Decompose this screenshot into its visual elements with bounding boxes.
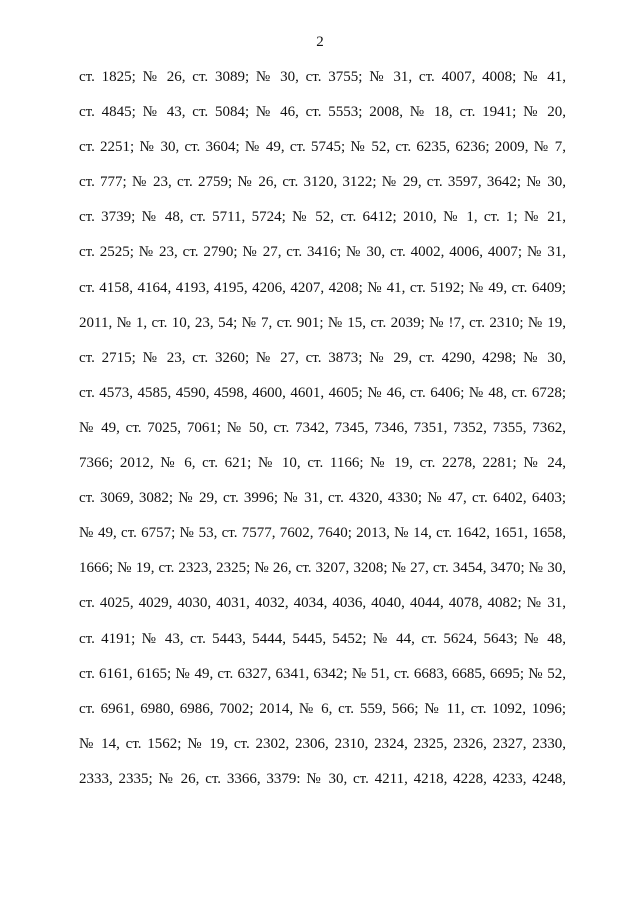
text-line: 1666; № 19, ст. 2323, 2325; № 26, ст. 3207, 3208; № 27, ст. 3454, 3470; № 30, bbox=[79, 560, 566, 577]
text-line: № 49, ст. 7025, 7061; № 50, ст. 7342, 7345, 7346, 7351, 7352, 7355, 7362, bbox=[79, 419, 566, 436]
text-line: ст. 2525; № 23, ст. 2790; № 27, ст. 3416; № 30, ст. 4002, 4006, 4007; № 31, bbox=[79, 244, 566, 261]
text-line: ст. 6961, 6980, 6986, 7002; 2014, № 6, ст. 559, 566; № 11, ст. 1092, 1096; bbox=[79, 700, 566, 717]
text-line: ст. 2251; № 30, ст. 3604; № 49, ст. 5745; № 52, ст. 6235, 6236; 2009, № 7, bbox=[79, 139, 566, 156]
text-line: № 49, ст. 6757; № 53, ст. 7577, 7602, 7640; 2013, № 14, ст. 1642, 1651, 1658, bbox=[79, 525, 566, 542]
text-line: ст. 2715; № 23, ст. 3260; № 27, ст. 3873; № 29, ст. 4290, 4298; № 30, bbox=[79, 349, 566, 366]
text-line: ст. 4573, 4585, 4590, 4598, 4600, 4601, 4605; № 46, ст. 6406; № 48, ст. 6728; bbox=[79, 384, 566, 401]
text-line: ст. 3739; № 48, ст. 5711, 5724; № 52, ст. 6412; 2010, № 1, ст. 1; № 21, bbox=[79, 209, 566, 226]
text-line: ст. 777; № 23, ст. 2759; № 26, ст. 3120, 3122; № 29, ст. 3597, 3642; № 30, bbox=[79, 174, 566, 191]
text-line: 7366; 2012, № 6, ст. 621; № 10, ст. 1166; № 19, ст. 2278, 2281; № 24, bbox=[79, 455, 566, 472]
text-line: 2333, 2335; № 26, ст. 3366, 3379: № 30, ст. 4211, 4218, 4228, 4233, 4248, bbox=[79, 770, 566, 787]
text-line: ст. 6161, 6165; № 49, ст. 6327, 6341, 6342; № 51, ст. 6683, 6685, 6695; № 52, bbox=[79, 665, 566, 682]
page-number: 2 bbox=[316, 34, 324, 50]
text-line: ст. 4025, 4029, 4030, 4031, 4032, 4034, 4036, 4040, 4044, 4078, 4082; № 31, bbox=[79, 595, 566, 612]
text-line: № 14, ст. 1562; № 19, ст. 2302, 2306, 2310, 2324, 2325, 2326, 2327, 2330, bbox=[79, 735, 566, 752]
text-line: ст. 4158, 4164, 4193, 4195, 4206, 4207, 4208; № 41, ст. 5192; № 49, ст. 6409; bbox=[79, 279, 566, 296]
text-line: ст. 1825; № 26, ст. 3089; № 30, ст. 3755; № 31, ст. 4007, 4008; № 41, bbox=[79, 69, 566, 85]
document-body bbox=[79, 66, 566, 803]
text-line: ст. 3069, 3082; № 29, ст. 3996; № 31, ст. 4320, 4330; № 47, ст. 6402, 6403; bbox=[79, 490, 566, 507]
text-line: 2011, № 1, ст. 10, 23, 54; № 7, ст. 901; № 15, ст. 2039; № !7, ст. 2310; № 19, bbox=[79, 314, 566, 331]
text-line: ст. 4191; № 43, ст. 5443, 5444, 5445, 5452; № 44, ст. 5624, 5643; № 48, bbox=[79, 630, 566, 647]
text-line: ст. 4845; № 43, ст. 5084; № 46, ст. 5553; 2008, № 18, ст. 1941; № 20, bbox=[79, 104, 566, 121]
